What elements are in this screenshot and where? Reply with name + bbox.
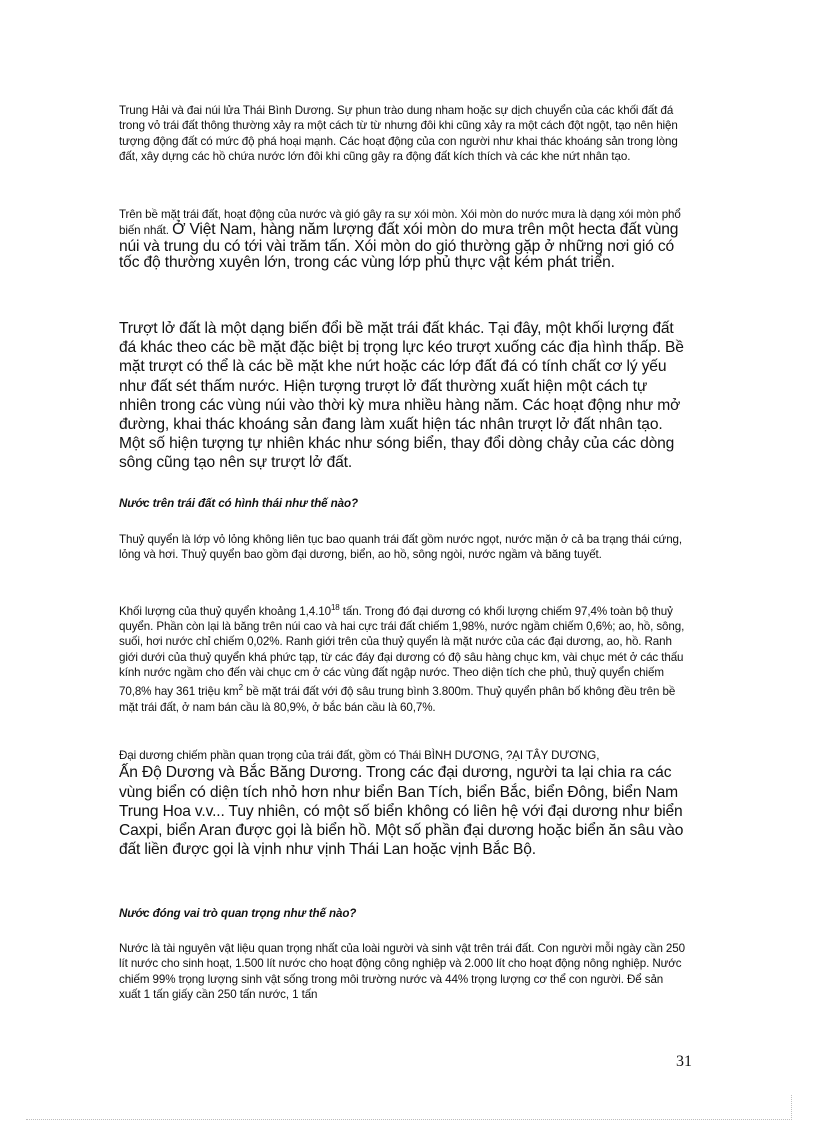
mass-text-2: tấn. Trong đó đại dương có khối lượng chiếm 97,4% toàn bộ thuỷ quyển. Phần còn lại là băng trên núi cao và hai cực trái đất chiếm 1,98%, nước ngầm chiếm 0,6%; ao, hồ, sông, suối, hơi nước chỉ chiếm 0,02%. Ranh giới trên của thuỷ quyển là mặt nước của các đại dương, ao, hồ. Ranh giới dưới của thuỷ quyển khá phức tạp, từ các đáy đại dương có độ sâu hàng chục km, vài chục mét ở các thấu kính nước ngầm cho đến vài chục cm ở các vùng đất ngập nước. Theo diện tích che phủ, thuỷ quyển chiếm 70,8% hay 361 triệu km <box>119 604 685 699</box>
paragraph-hydrosphere: Thuỷ quyển là lớp vỏ lỏng không liên tục bao quanh trái đất gồm nước ngọt, nước mặn ở cả ba trạng thái cứng, lỏng và hơi. Thuỷ quyển bao gồm đại dương, biển, ao hồ, sông ngòi, nước ngầm và băng tuyết. <box>119 533 683 562</box>
heading-water-role: Nước đóng vai trò quan trọng như thế nào? <box>119 907 357 920</box>
page-border-corner <box>791 1095 792 1120</box>
mass-exponent: 18 <box>330 603 340 612</box>
paragraph-landslides: Trượt lở đất là một dạng biến đổi bề mặt trái đất khác. Tại đây, một khối lượng đất đá khác theo các bề mặt đặc biệt bị trọng lực kéo trượt xuống các địa hình thấp. Bề mặt trượt có thể là các bề mặt khe nứt hoặc các lớp đất đá có tính chất cơ lý yếu như đất sét thấm nước. Hiện tượng trượt lở đất thường xuất hiện một cách tự nhiên trong các vùng núi vào thời kỳ mưa nhiều hàng năm. Các hoạt động như mở đường, khai thác khoáng sản đang làm xuất hiện tác nhân trượt lở đất nhân tạo. Một số hiện tượng tự nhiên khác như sóng biển, thay đổi dòng chảy của các dòng sông cũng tạo nên sự trượt lở đất. <box>119 320 684 472</box>
oceans-detail-text: Ấn Độ Dương và Bắc Băng Dương. Trong các đại dương, người ta lại chia ra các vùng biển có diện tích nhỏ hơn như biển Ban Tích, biển Bắc, biển Đông, biển Nam Trung Hoa v.v... Tuy nhiên, có một số biển không có liên hệ với đại dương như biển Caxpi, biển Aran được gọi là biển hồ. Một số phần đại dương hoặc biển ăn sâu vào đất liền được gọi là vịnh như vịnh Thái Lan hoặc vịnh Bắc Bộ. <box>119 764 684 859</box>
paragraph-earthquakes: Trung Hải và đai núi lửa Thái Bình Dương. Sự phun trào dung nham hoặc sự dịch chuyển của các khối đất đá trong vỏ trái đất thông thường xảy ra một cách từ từ nhưng đôi khi cũng xảy ra một cách đột ngột, tạo nên hiện tượng động đất có mức độ phá hoại mạnh. Các hoạt động của con người như khai thác khoáng sản trong lòng đất, xây dựng các hồ chứa nước lớn đôi khi cũng gây ra động đất kích thích và các khe nứt nhân tạo. <box>119 104 678 163</box>
paragraph-oceans <box>119 748 685 860</box>
erosion-intro-text: Trên bề mặt trái đất, hoạt động của nước và gió gây ra sự xói mòn. Xói mòn do nước mưa là dạng xói mòn phổ biến nhất. <box>119 208 681 238</box>
heading-water-forms: Nước trên trái đất có hình thái như thế nào? <box>119 497 358 510</box>
mass-text-3: bề mặt trái đất với độ sâu trung bình 3.800m. Thuỷ quyển phân bố không đều trên bề mặt trái đất, ở nam bán cầu là 80,9%, ở bắc bán cầu là 60,7%. <box>119 685 676 714</box>
area-exponent: 2 <box>238 683 243 693</box>
mass-text-1: Khối lượng của thuỷ quyển khoảng 1,4.10 <box>119 604 331 618</box>
paragraph-erosion <box>119 207 685 271</box>
page-number: 31 <box>676 1053 692 1070</box>
erosion-vietnam-text: Ở Việt Nam, hàng năm lượng đất xói mòn do mưa trên một hecta đất vùng núi và trung du có tới vài trăm tấn. Xói mòn do gió thường gặp ở những nơi gió có tốc độ thường xuyên lớn, trong các vùng lớp phủ thực vật kém phát triển. <box>119 221 679 271</box>
paragraph-hydrosphere-mass <box>119 600 685 715</box>
paragraph-water-role: Nước là tài nguyên vật liệu quan trọng nhất của loài người và sinh vật trên trái đất. Con người mỗi ngày cần 250 lít nước cho sinh hoạt, 1.500 lít nước cho hoạt động công nghiệp và 2.000 lít cho hoạt động nông nghiệp. Nước chiếm 99% trọng lượng sinh vật sống trong môi trường nước và 44% trọng lượng cơ thể con người. Để sản xuất 1 tấn giấy cần 250 tấn nước, 1 tấn <box>119 942 685 1001</box>
page-border-bottom <box>26 1119 792 1120</box>
oceans-intro-text: Đại dương chiếm phần quan trọng của trái đất, gồm có Thái BÌNH DƯƠNG, ?ẠI TÂY DƯƠNG, <box>119 749 600 762</box>
